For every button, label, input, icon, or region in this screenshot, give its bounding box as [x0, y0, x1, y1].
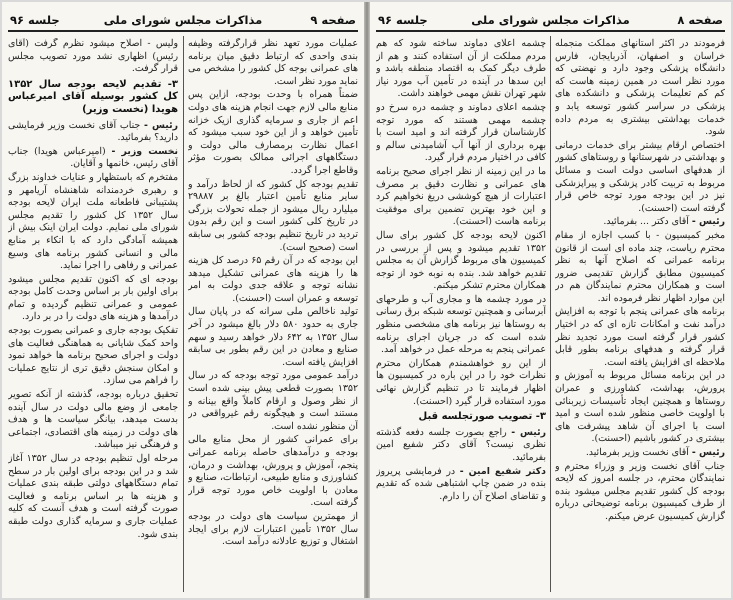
- page-number: صفحه ۹: [310, 13, 356, 27]
- body-paragraph: در این برنامه مسائل مربوط به آموزش و پرورش، بهداشت، کشاورزی و عمران روستاها و همچنین ایجاد تأسیسات زیربنائی با اولویت خاصی منظور شده است و امید است با اجرای آن شاهد پیشرفت های بیشتری در کشور باشیم (احسنت).: [555, 370, 725, 445]
- session-number: جلسه ۹۶: [10, 13, 60, 27]
- speaker-name: رئیس -: [511, 426, 546, 438]
- body-paragraph: ما در این زمینه از نظر اجرای صحیح برنامه های عمرانی و نظارت دقیق بر مصرف اعتبارات از هیچ کوششی دریغ نخواهیم کرد و این خود بهترین تضمین برای موفقیت برنامه هاست (احسنت).: [376, 165, 546, 228]
- body-paragraph: عملیات مورد تعهد نظر قرارگرفته وظیفه بندی واحدی که ارتباط دقیق میان برنامه های عمرانی بوجه کل کشور را مشخص می نماید مورد نظر است.: [188, 38, 358, 87]
- session-number: جلسه ۹۶: [378, 13, 428, 27]
- text-column: [376, 38, 546, 592]
- body-paragraph: ولیس - اصلاح میشود نظرم گرفت (آقای رئیس) اظهاری نشد مورد تصویب مجلس قرار گرفت.: [8, 38, 178, 75]
- speaker-text: (امیرعباس هویدا) جناب آقای رئیس، خانمها و آقایان.: [8, 145, 178, 170]
- body-paragraph: این بودجه که در آن رقم ۶۵ درصد کل هزینه ها را هزینه های عمرانی تشکیل میدهد نشانه توجه و علاقه جدی دولت به امر توسعه و عمران است (احسنت).: [188, 255, 358, 304]
- column-divider: [550, 36, 551, 592]
- body-paragraph: از این رو خواهشمندم همکاران محترم نظرات خود را در این باره در کمیسیون ها اظهار فرمایند تا در تنظیم گزارش نهائی مورد استفاده قرار گیرد (احسنت).: [376, 357, 546, 407]
- text-column: [188, 38, 358, 592]
- speaker-paragraph: [8, 120, 178, 145]
- page-number: صفحه ۸: [677, 13, 723, 27]
- speaker-text: آقای نخست وزیر بفرمائید.: [585, 447, 689, 458]
- page-title: مذاکرات مجلس شورای ملی: [103, 13, 263, 27]
- speaker-name: دکتر شفیع امین -: [459, 465, 546, 477]
- speaker-paragraph: [376, 427, 546, 465]
- speaker-paragraph: [555, 447, 725, 460]
- body-paragraph: تقدیم بودجه کل کشور که از لحاظ درآمد و سایر منابع تأمین اعتبار بالغ بر ۲۹۸۸۷ میلیارد ریال میشود از جمله تحولات بزرگی در تاریخ کلی کشور است و این رقم بدون تردید در تاریخ تنظیم بودجه کشور بی سابقه است (صحیح است).: [188, 178, 358, 253]
- body-paragraph: برنامه های عمرانی پنجم با توجه به افزایش درآمد نفت و امکانات تازه ای که در اختیار کشور قرار گرفته است مورد تجدید نظر قرار گرفته و هدفهای برنامه بطور قابل ملاحظه ای افزایش یافته است.: [555, 306, 725, 368]
- page-title: مذاکرات مجلس شورای ملی: [471, 13, 630, 27]
- body-paragraph: اختصاص ارقام بیشتر برای خدمات درمانی و بهداشتی در شهرستانها و روستاهای کشور از هدفهای اساسی دولت است و مسائل مربوط به تربیت کادر پزشکی و پیراپزشکی نیز در این بودجه مورد توجه خاص قرار گرفته است (احسنت).: [555, 139, 725, 214]
- left-page-header: [8, 10, 358, 32]
- speaker-text: در فرمایشی پریروز بنده در ضمن چاپ اشتباهی شده که تقدیم و تقاضای اصلاح آن را دارم.: [376, 465, 546, 502]
- body-paragraph: درآمد عمومی مورد توجه بودجه که در سال ۱۳۵۲ بصورت قطعی پیش بینی شده است از نظر وصول و ارقام کاملاً واقع بینانه و مستند است و هیچگونه رقم غیرواقعی در آن منظور نشده است.: [188, 370, 358, 432]
- speaker-text: آقای دکتر ... بفرمائید.: [603, 216, 689, 228]
- speaker-text: راجع بصورت جلسه دفعه گذشته نظری نیست؟ آقای دکتر شفیع امین بفرمائید.: [376, 426, 546, 463]
- body-paragraph: چشمه اعلای دماوند و چشمه دره سرخ دو چشمه مهمی هستند که مورد توجه کارشناسان قرار گرفته اند و امید است با بهره برداری از آنها آب آشامیدنی سالم و کافی در اختیار مردم قرار گیرد.: [376, 101, 546, 164]
- right-page-header: [376, 10, 725, 32]
- body-paragraph: در مورد چشمه ها و مجاری آب و طرحهای آبرسانی و همچنین توسعه شبکه برق رسانی به روستاها نیز برنامه های مشخصی منظور شده است که در جریان اجرای برنامه عمرانی پنجم به مرحله عمل در خواهد آمد.: [376, 293, 546, 356]
- body-paragraph: فرمودند در اکثر استانهای مملکت منجمله خراسان و اصفهان، آذربایجان، فارس دانشگاه پزشکی وجود دارد و نهضتی که مورد نظر است در همین زمینه هاست که کم کم تعلیمات پزشکی و دانشکده های پزشکی در سراسر کشور توسعه یابد و خدمات بهداشتی بیشتری به مردم داده شود.: [555, 38, 725, 138]
- speaker-name: رئیس -: [144, 119, 178, 131]
- body-paragraph: جناب آقای نخست وزیر و وزراء محترم و نمایندگان محترم، در جلسه امروز که لایحه بودجه کل کشور تقدیم مجلس میشود بنده از طرف کمیسیون برنامه توضیحاتی درباره گزارش کمیسیون عرض میکنم.: [555, 460, 725, 522]
- column-divider: [183, 36, 184, 592]
- speaker-paragraph: [376, 466, 546, 504]
- body-paragraph: بودجه ای که اکنون تقدیم مجلس میشود برای اولین بار بر اساس وحدت کامل بودجه عمومی و عمرانی تنظیم گردیده و تمام درآمدها و هزینه های دولت را در بر دارد.: [8, 273, 178, 323]
- body-paragraph: مفتخرم که باستظهار و عنایات خداوند بزرگ و رهبری خردمندانه شاهنشاه آریامهر و پشتیبانی فاطعانه ملت ایران لایحه بودجه سال ۱۳۵۲ کل کشور را تقدیم مجلس شورای ملی نمایم. دولت ایران اینک بیش از همیشه آمادگی دارد که با اتکاء بر منابع مالی و انسانی کشور برنامه های وسیع عمرانی و رفاهی را اجرا نماید.: [8, 171, 178, 272]
- header-rule: [8, 30, 358, 32]
- body-paragraph: اکنون لایحه بودجه کل کشور برای سال ۱۳۵۲ تقدیم میشود و پس از بررسی در کمیسیون های مربوط گزارش آن به مجلس تقدیم خواهد شد. بنده به نوبه خود از توجه همکاران محترم تشکر میکنم.: [376, 229, 546, 292]
- speaker-paragraph: [555, 216, 725, 229]
- body-paragraph: ضمناً همراه با وحدت بودجه، ازاین پس منابع مالی لازم جهت انجام هزینه های دولت اعم از جاری و سرمایه گذاری ازیک خزانه تأمین خواهد و از این خود سبب میشود که اعمال نظارت برمصارف مالی دولت و دستگاههای اجرائی ممالک بصورت مؤثر وقاطع اجرا گردد.: [188, 89, 358, 176]
- body-paragraph: مخبر کمیسیون - با کسب اجازه از مقام محترم ریاست، چند ماده ای است از قانون برنامه عمرانی که اصلاح آنها به نظر کمیسیون مطابق گزارش تقدیمی ضرور است و همکاران محترم نمایندگان هم در این موارد اظهار نظر فرموده اند.: [555, 229, 725, 304]
- body-paragraph: برای عمرانی کشور از محل منابع مالی بودجه و درآمدهای حاصله برنامه عمرانی پنجم، آموزش و پرورش، بهداشت و درمان، کشاورزی و منابع طبیعی، ارتباطات، صنایع و معادن با اولویت خاص مورد توجه قرار گرفته است.: [188, 434, 358, 509]
- speaker-text: جناب آقای نخست وزیر فرمایشی دارید؟ بفرمائید.: [8, 119, 178, 144]
- body-paragraph: تولید ناخالص ملی سرانه که در پایان سال جاری به حدود ۵۸۰ دلار بالغ میشود در آخر سال ۱۳۵۲ به ۶۴۲ دلار خواهد رسید و سهم صنایع و معادن در این رقم بطور بی سابقه افزایش یافته است.: [188, 306, 358, 368]
- body-paragraph: مرحله اول تنظیم بودجه در سال ۱۳۵۲ آغاز شد و در این بودجه برای اولین بار در سطح تمام دستگاههای دولتی طبقه بندی عملیات و هزینه ها بر اساس برنامه و فعالیت صورت گرفته است و هدف آنست که کلیه عملیات جاری و سرمایه گذاری دولت طبقه بندی شود.: [8, 453, 178, 540]
- right-page: [370, 2, 731, 598]
- section-heading: ۳- تقدیم لایحه بودجه سال ۱۳۵۲ کل کشور بوسیله آقای امیرعباس هویدا (نخست وزیر): [8, 78, 178, 115]
- left-page: [2, 2, 364, 598]
- speaker-name: رئیس -: [691, 447, 725, 458]
- section-heading: ۳- تصویب صورتجلسه قبل: [418, 411, 546, 423]
- body-paragraph: از مهمترین سیاست های دولت در بودجه سال ۱۳۵۲ تأمین اعتبارات لازم برای ایجاد اشتغال و توزیع عادلانه درآمد است.: [188, 510, 358, 548]
- speaker-name: نخست وزیر -: [111, 145, 178, 157]
- document-spread: [2, 2, 731, 598]
- text-column: [8, 38, 178, 592]
- text-column: [555, 38, 725, 592]
- body-paragraph: تفکیک بودجه جاری و عمرانی بصورت بودجه واحد کمک شایانی به هماهنگی فعالیت های دولت و اجرای صحیح برنامه ها خواهد نمود و امکان سنجش دقیق تری از نتایج عملیات را فراهم می سازد.: [8, 325, 178, 387]
- body-paragraph: چشمه اعلای دماوند ساخته شود که هم مردم مملکت از آن استفاده کنند و هم از طرف دیگر کمک به اقتصاد منطقه باشد و این سدها در آینده در تأمین آب مورد نیاز شهر تهران نقش مهمی خواهند داشت.: [376, 38, 546, 100]
- body-paragraph: تحقیق درباره بودجه، گذشته از آنکه تصویر جامعی از وضع مالی دولت در سال آینده بدست میدهد، بیانگر سیاست ها و هدف های دولت در زمینه های اقتصادی، اجتماعی و فرهنگی نیز میباشد.: [8, 389, 178, 451]
- speaker-name: رئیس -: [691, 216, 725, 228]
- header-rule: [376, 30, 725, 32]
- speaker-paragraph: [8, 146, 178, 171]
